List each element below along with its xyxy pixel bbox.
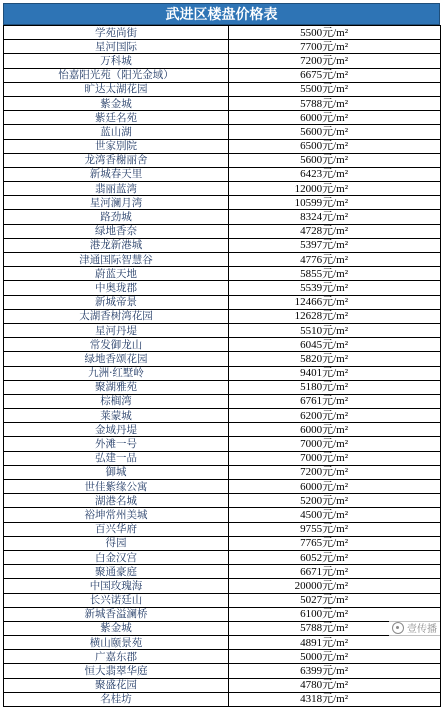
table-row	[4, 692, 441, 706]
project-name-cell: 百兴华府	[4, 522, 229, 536]
price-cell: 6500元/m²	[229, 139, 441, 153]
price-cell: 9401元/m²	[229, 366, 441, 380]
table-row	[4, 394, 441, 408]
table-row	[4, 494, 441, 508]
project-name-cell: 九洲·红墅岭	[4, 366, 229, 380]
table-row	[4, 281, 441, 295]
project-name-cell: 星河丹堤	[4, 323, 229, 337]
project-name-cell: 金域丹堤	[4, 423, 229, 437]
table-row	[4, 338, 441, 352]
project-name-cell: 旷达太湖花园	[4, 82, 229, 96]
price-cell: 4728元/m²	[229, 224, 441, 238]
project-name-cell: 学苑尚街	[4, 26, 229, 40]
price-cell: 4891元/m²	[229, 636, 441, 650]
project-name-cell: 路劲城	[4, 210, 229, 224]
project-name-cell: 湖港名城	[4, 494, 229, 508]
table-row	[4, 82, 441, 96]
table-row	[4, 650, 441, 664]
price-table	[3, 25, 441, 707]
table-row	[4, 607, 441, 621]
price-cell: 5397元/m²	[229, 238, 441, 252]
project-name-cell: 世佳紫缘公寓	[4, 480, 229, 494]
project-name-cell: 聚湖雅苑	[4, 380, 229, 394]
project-name-cell: 怡嘉阳光苑（阳光金域）	[4, 68, 229, 82]
project-name-cell: 万科城	[4, 54, 229, 68]
project-name-cell: 蓝山湖	[4, 125, 229, 139]
project-name-cell: 中国玫瑰海	[4, 579, 229, 593]
table-row	[4, 522, 441, 536]
project-name-cell: 新城帝景	[4, 295, 229, 309]
price-cell: 12000元/m²	[229, 182, 441, 196]
price-cell: 5600元/m²	[229, 153, 441, 167]
price-cell: 7000元/m²	[229, 437, 441, 451]
price-cell: 12466元/m²	[229, 295, 441, 309]
price-cell: 6045元/m²	[229, 338, 441, 352]
table-row	[4, 323, 441, 337]
price-cell: 6399元/m²	[229, 664, 441, 678]
table-row	[4, 565, 441, 579]
price-cell: 5820元/m²	[229, 352, 441, 366]
price-cell: 4318元/m²	[229, 692, 441, 706]
project-name-cell: 龙湾香榭丽舍	[4, 153, 229, 167]
project-name-cell: 棕榈湾	[4, 394, 229, 408]
table-row	[4, 40, 441, 54]
table-row	[4, 26, 441, 40]
table-row	[4, 253, 441, 267]
table-row	[4, 309, 441, 323]
price-cell: 4780元/m²	[229, 678, 441, 692]
table-row	[4, 664, 441, 678]
table-row	[4, 238, 441, 252]
watermark	[389, 619, 440, 636]
project-name-cell: 翡丽蓝湾	[4, 182, 229, 196]
price-cell: 6000元/m²	[229, 111, 441, 125]
watermark-text: 壹传播	[407, 624, 437, 635]
table-row	[4, 636, 441, 650]
table-row	[4, 380, 441, 394]
price-cell: 7200元/m²	[229, 54, 441, 68]
project-name-cell: 得园	[4, 536, 229, 550]
project-name-cell: 绿地香颂花园	[4, 352, 229, 366]
price-cell: 5600元/m²	[229, 125, 441, 139]
table-row	[4, 366, 441, 380]
table-row	[4, 167, 441, 181]
price-table-sheet	[3, 3, 440, 707]
table-row	[4, 352, 441, 366]
table-row	[4, 621, 441, 635]
table-row	[4, 295, 441, 309]
table-row	[4, 437, 441, 451]
table-row	[4, 536, 441, 550]
price-cell: 12628元/m²	[229, 309, 441, 323]
price-cell: 5027元/m²	[229, 593, 441, 607]
project-name-cell: 津通国际智慧谷	[4, 253, 229, 267]
table-row	[4, 182, 441, 196]
price-cell: 6100元/m²	[229, 607, 441, 621]
project-name-cell: 蔚蓝天地	[4, 267, 229, 281]
price-cell: 6761元/m²	[229, 394, 441, 408]
project-name-cell: 紫金城	[4, 96, 229, 110]
project-name-cell: 紫金城	[4, 621, 229, 635]
price-table-body	[4, 26, 441, 707]
table-row	[4, 153, 441, 167]
table-row	[4, 54, 441, 68]
table-row	[4, 409, 441, 423]
price-cell: 5788元/m²	[229, 621, 441, 635]
price-cell: 4500元/m²	[229, 508, 441, 522]
table-row	[4, 111, 441, 125]
table-row	[4, 224, 441, 238]
project-name-cell: 新城春天里	[4, 167, 229, 181]
table-row	[4, 678, 441, 692]
table-row	[4, 210, 441, 224]
project-name-cell: 太湖香树湾花园	[4, 309, 229, 323]
project-name-cell: 紫廷名苑	[4, 111, 229, 125]
table-row	[4, 451, 441, 465]
price-cell: 6423元/m²	[229, 167, 441, 181]
project-name-cell: 长兴诺廷山	[4, 593, 229, 607]
table-row	[4, 68, 441, 82]
price-cell: 6671元/m²	[229, 565, 441, 579]
price-cell: 20000元/m²	[229, 579, 441, 593]
project-name-cell: 御城	[4, 465, 229, 479]
wechat-icon	[392, 622, 404, 634]
price-cell: 5510元/m²	[229, 323, 441, 337]
project-name-cell: 弘建一品	[4, 451, 229, 465]
project-name-cell: 新城香溢澜桥	[4, 607, 229, 621]
project-name-cell: 绿地香奈	[4, 224, 229, 238]
price-cell: 10599元/m²	[229, 196, 441, 210]
table-row	[4, 96, 441, 110]
table-row	[4, 423, 441, 437]
project-name-cell: 世家别院	[4, 139, 229, 153]
price-cell: 7000元/m²	[229, 451, 441, 465]
price-cell: 7765元/m²	[229, 536, 441, 550]
table-row	[4, 196, 441, 210]
project-name-cell: 白金汉宫	[4, 550, 229, 564]
price-cell: 6675元/m²	[229, 68, 441, 82]
project-name-cell: 莱蒙城	[4, 409, 229, 423]
project-name-cell: 外滩一号	[4, 437, 229, 451]
table-row	[4, 125, 441, 139]
project-name-cell: 广嘉东郡	[4, 650, 229, 664]
table-row	[4, 267, 441, 281]
project-name-cell: 聚盛花园	[4, 678, 229, 692]
price-cell: 5500元/m²	[229, 26, 441, 40]
price-cell: 7200元/m²	[229, 465, 441, 479]
table-row	[4, 550, 441, 564]
price-cell: 5200元/m²	[229, 494, 441, 508]
project-name-cell: 常发御龙山	[4, 338, 229, 352]
price-cell: 5539元/m²	[229, 281, 441, 295]
project-name-cell: 星河澜月湾	[4, 196, 229, 210]
table-row	[4, 593, 441, 607]
table-row	[4, 465, 441, 479]
price-cell: 6000元/m²	[229, 423, 441, 437]
project-name-cell: 恒大翡翠华庭	[4, 664, 229, 678]
price-cell: 6000元/m²	[229, 480, 441, 494]
project-name-cell: 裕坤常州美城	[4, 508, 229, 522]
price-cell: 6052元/m²	[229, 550, 441, 564]
price-cell: 9755元/m²	[229, 522, 441, 536]
project-name-cell: 聚通豪庭	[4, 565, 229, 579]
price-cell: 5500元/m²	[229, 82, 441, 96]
project-name-cell: 横山颐景苑	[4, 636, 229, 650]
table-row	[4, 139, 441, 153]
price-cell: 5788元/m²	[229, 96, 441, 110]
project-name-cell: 名桂坊	[4, 692, 229, 706]
project-name-cell: 星河国际	[4, 40, 229, 54]
price-cell: 8324元/m²	[229, 210, 441, 224]
price-cell: 7700元/m²	[229, 40, 441, 54]
table-row	[4, 480, 441, 494]
price-cell: 6200元/m²	[229, 409, 441, 423]
price-cell: 5000元/m²	[229, 650, 441, 664]
price-cell: 4776元/m²	[229, 253, 441, 267]
table-title: 武进区楼盘价格表	[3, 3, 440, 25]
price-cell: 5855元/m²	[229, 267, 441, 281]
project-name-cell: 中奥珑郡	[4, 281, 229, 295]
table-row	[4, 508, 441, 522]
project-name-cell: 港龙新港城	[4, 238, 229, 252]
table-row	[4, 579, 441, 593]
price-cell: 5180元/m²	[229, 380, 441, 394]
